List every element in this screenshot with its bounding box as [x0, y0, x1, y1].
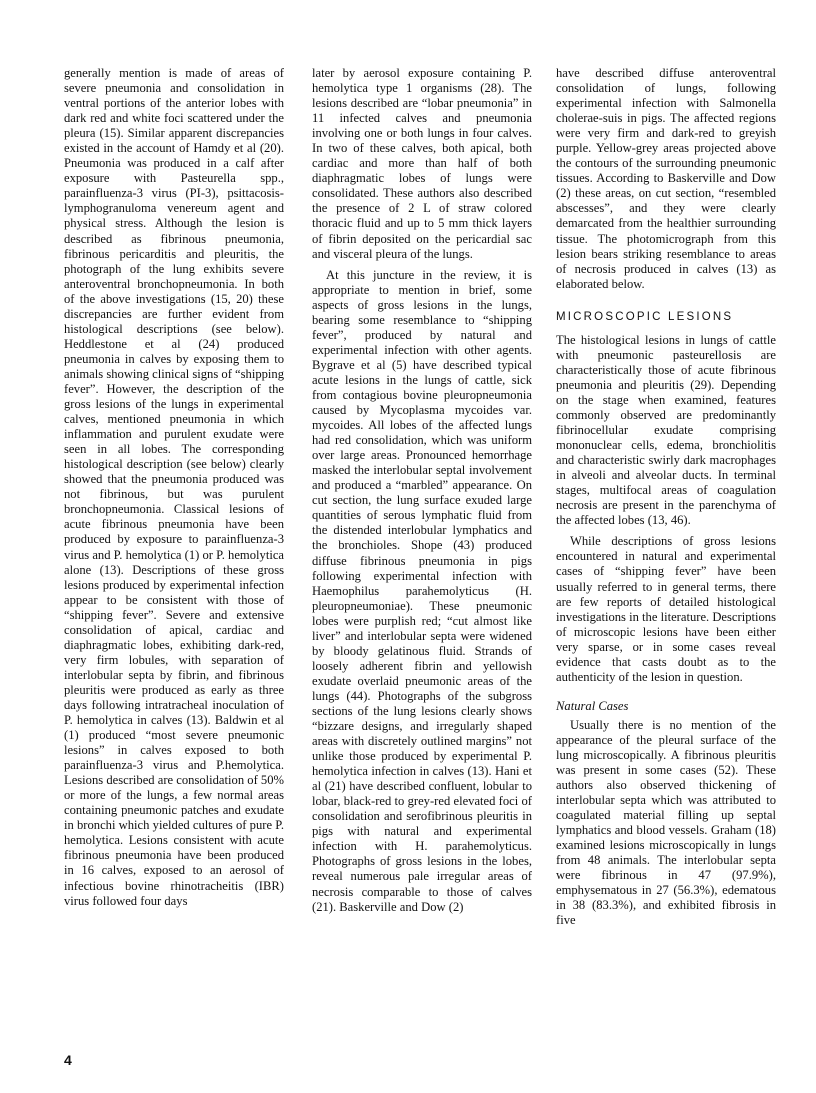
paragraph: The histological lesions in lungs of cattle with pneumonic pasteurellosis are characteristically those of acute fibrinous pneumonia and pleuritis (29). Depending on the stage when examined, features commonly observed are predominantly fibrinocellular exudate comprising mononuclear cells, edema, bronchiolitis and characteristic swirly dark macrophages in alveoli and alveolar ducts. In terminal stages, multifocal areas of coagulation necrosis are present in the parenchyma of the affected lobes (13, 46).	[556, 332, 776, 528]
text-column-right	[556, 66, 776, 935]
paragraph: have described diffuse anteroventral consolidation of lungs, following experimental infection with Salmonella cholerae-suis in pigs. The affected regions were very firm and dark-red to greyish purple. Yellow-grey areas projected above the contours of the surrounding pneumonic tissues. According to Baskerville and Dow (2) these areas, on cut section, “resembled abscesses”, and they were clearly demarcated from the healthier surrounding tissue. The photomicrograph from this lesion bears striking resemblance to areas of necrosis produced in calves (13) as elaborated below.	[556, 66, 776, 291]
subsection-heading: Natural Cases	[556, 698, 629, 713]
text-column-left	[64, 66, 284, 915]
page-number: 4	[64, 1052, 72, 1068]
section-heading: MICROSCOPIC LESIONS	[556, 310, 734, 323]
paragraph: Usually there is no mention of the appearance of the pleural surface of the lung microscopically. A fibrinous pleuritis was present in some cases (52). These authors also observed thickening of interlobular septa which was attributed to coagulated material filling up septal lymphatics and blood vessels. Graham (18) examined lesions microscopically in lungs from 48 animals. The interlobular septa were fibrinous in 47 (97.9%), emphysematous in 27 (56.3%), edematous in 38 (83.3%), and exhibited fibrosis in five	[556, 717, 776, 928]
paragraph: generally mention is made of areas of severe pneumonia and consolidation in ventral portions of the anterior lobes with dark red and white foci scattered under the pleura (15). Similar apparent discrepancies existed in the account of Hamdy et al (20). Pneumonia was produced in a calf after exposure with Pasteurella spp., parainfluenza-3 virus (PI-3), psittacosis-lymphogranuloma venereum agent and physical stress. Although the lesion is described as fibrinous pneumonia, fibrinous pericarditis and pleuritis, the photograph of the lung exhibits severe anteroventral bronchopneumonia. In both of the above investigations (15, 20) these discrepancies are further evident from histological descriptions (see below). Heddlestone et al (24) produced pneumonia in calves by exposing them to animals showing clinical signs of “shipping fever”. However, the description of the gross lesions of the lungs in experimental calves, mentioned pneumonia in which inflammation and purulent exudate were seen in all lobes. The corresponding histological description (see below) clearly showed that the pneumonia produced was not fibrinous, but was purulent bronchopneumonia. Classical lesions of acute fibrinous pneumonia have been produced by exposure to parainfluenza-3 virus and P. hemolytica (1) or P. hemolytica alone (13). Descriptions of these gross lesions produced by experimental infection appear to be consistent with those of “shipping fever”. Severe and extensive consolidation of apical, cardiac and diaphragmatic lobes, exhibiting dark-red, very firm lobules, with separation of interlobular septa by fibrin, and fibrinous pleuritis were produced as early as three days following intratracheal inoculation of P. hemolytica in calves (13). Baldwin et al (1) produced “most severe pneumonic lesions” in calves exposed to both parainfluenza-3 virus and P.hemolytica. Lesions described are consolidation of 50% or more of the lungs, a few normal areas containing pneumonic patches and exudate in bronchi which yielded cultures of pure P. hemolytica. Lesions consistent with acute fibrinous pneumonia have been produced in 16 calves, exposed to an aerosol of infectious bovine rhinotracheitis (IBR) virus followed four days	[64, 66, 285, 908]
paragraph: later by aerosol exposure containing P. hemolytica type 1 organisms (28). The lesions described are “lobar pneumonia” in 11 infected calves and pneumonia involving one or both lungs in four calves. In two of these calves, both apical, both cardiac and more than half of both diaphragmatic lobes of lungs were consolidated. These authors also described the presence of 2 L of straw colored thoracic fluid and up to 5 mm thick layers of fibrin deposited on the pericardial sac and visceral pleura of the lungs.	[312, 66, 532, 261]
paragraph: While descriptions of gross lesions encountered in natural and experimental cases of “shipping fever” have been usually referred to in general terms, there are few reports of detailed histological investigations in the literature. Descriptions of microscopic lesions have been either very sparse, or in some cases reveal evidence that casts doubt as to the authenticity of the lesion in question.	[556, 534, 776, 684]
text-column-middle	[312, 66, 532, 921]
paragraph: At this juncture in the review, it is appropriate to mention in brief, some aspects of gross lesions in the lungs, bearing some resemblance to “shipping fever”, produced by natural and experimental infection with other agents. Bygrave et al (5) have described typical acute lesions in the lungs of cattle, sick from contagious bovine pleuropneumonia caused by Mycoplasma mycoides var. mycoides. All lobes of the affected lungs had red consolidation, which was uniform over large areas. Pronounced hemorrhage masked the interlobular septal involvement and produced a “marbled” appearance. On cut section, the lung surface exuded large quantities of serous lymphatic fluid from the distended interlobular lymphatics and the bronchioles. Shope (43) produced diffuse fibrinous pneumonia in pigs following experimental infection with Haemophilus parahemolyticus (H. pleuropneumoniae). These pneumonic lobes were purplish red; “cut almost like liver” and interlobular septa were widened by bloody gelatinous fluid. Strands of loosely adherent fibrin and yellowish exudate overlaid pneumonic areas of the lungs (44). Photographs of the subgross sections of the lung lesions clearly shows “bizzare designs, and irregularly shaped areas with discretely outlined margins” not unlike those produced by experimental P. hemolytica infection in calves (13). Hani et al (21) have described confluent, lobular to lobar, black-red to grey-red elevated foci of consolidation and serofibrinous pleuritis in pigs with natural and experimental infection with H. parahemolyticus. Photographs of gross lesions in the lobes, reveal numerous pale irregular areas of necrosis comparable to those of calves (21). Baskerville and Dow (2)	[312, 267, 532, 914]
